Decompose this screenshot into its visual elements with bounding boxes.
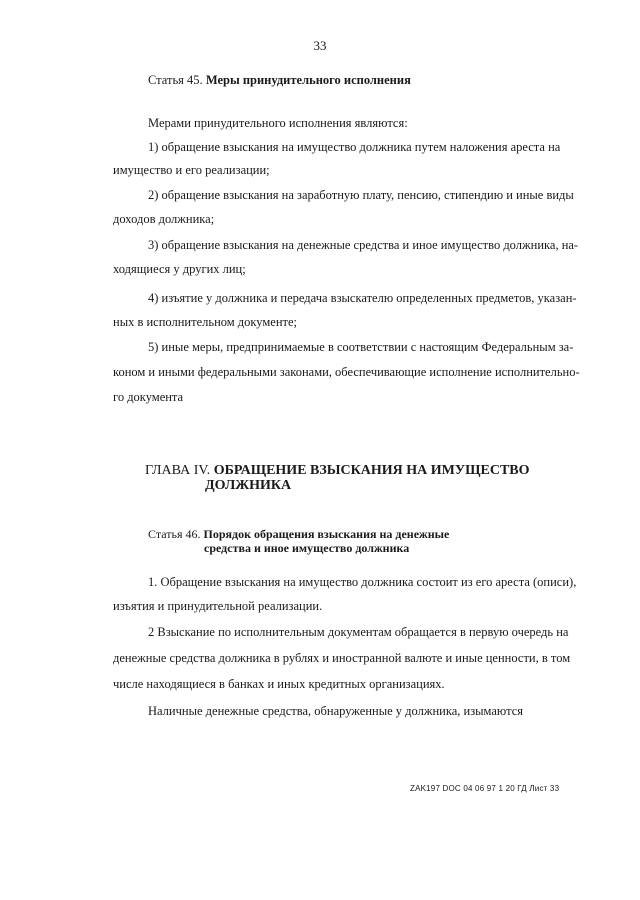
- chapter-heading: [145, 463, 530, 493]
- chapter-title-line-2: ДОЛЖНИКА: [205, 478, 292, 493]
- article-45-prefix: Статья 45.: [148, 73, 203, 87]
- article-46-paragraph-2-line-1: 2 Взыскание по исполнительным документам обращается в первую очередь на: [148, 625, 569, 639]
- article-45-item-1-line-2: имущество и его реализации;: [113, 163, 270, 177]
- article-46-heading: [148, 527, 450, 555]
- article-45-item-1-line-1: 1) обращение взыскания на имущество должника путем наложения ареста на: [148, 140, 561, 154]
- article-45-item-3-line-1: 3) обращение взыскания на денежные средства и иное имущество должника, на-: [148, 238, 579, 252]
- article-46-title-line-1: Порядок обращения взыскания на денежные: [203, 527, 450, 541]
- article-45-intro: Мерами принудительного исполнения являются:: [148, 116, 408, 130]
- article-45-item-5-line-2: коном и иными федеральными законами, обеспечивающие исполнение исполнительно-: [113, 365, 580, 379]
- article-45-item-2-line-1: 2) обращение взыскания на заработную плату, пенсию, стипендию и иные виды: [148, 188, 574, 202]
- document-footer: ZAK197 DOC 04 06 97 1 20 ГД Лист 33: [410, 784, 560, 793]
- article-45-item-2-line-2: доходов должника;: [113, 212, 215, 226]
- article-46-paragraph-2-line-2: денежные средства должника в рублях и иностранной валюте и иные ценности, в том: [113, 651, 571, 665]
- article-46-paragraph-2-line-3: числе находящиеся в банках и иных кредитных организациях.: [113, 677, 445, 691]
- article-45-title: Меры принудительного исполнения: [205, 73, 411, 87]
- page-number: 33: [313, 38, 327, 53]
- article-45-item-3-line-2: ходящиеся у других лиц;: [113, 262, 246, 276]
- article-45-heading: [148, 73, 411, 88]
- article-45-item-4-line-2: ных в исполнительном документе;: [113, 315, 298, 329]
- article-45-item-4-line-1: 4) изъятие у должника и передача взыскателю определенных предметов, указан-: [148, 291, 577, 305]
- article-46-title-line-2: средства и иное имущество должника: [204, 541, 410, 555]
- article-45-item-5-line-3: го документа: [113, 390, 184, 404]
- chapter-prefix: ГЛАВА IV.: [145, 463, 211, 478]
- article-46-prefix: Статья 46.: [148, 527, 201, 541]
- article-46-paragraph-1-line-1: 1. Обращение взыскания на имущество должника состоит из его ареста (описи),: [148, 575, 577, 589]
- chapter-title-line-1: ОБРАЩЕНИЕ ВЗЫСКАНИЯ НА ИМУЩЕСТВО: [213, 463, 530, 478]
- article-45-item-5-line-1: 5) иные меры, предпринимаемые в соответствии с настоящим Федеральным за-: [148, 340, 574, 354]
- article-46-paragraph-1-line-2: изъятия и принудительной реализации.: [113, 599, 323, 613]
- article-46-paragraph-3-line-1: Наличные денежные средства, обнаруженные у должника, изымаются: [148, 704, 524, 718]
